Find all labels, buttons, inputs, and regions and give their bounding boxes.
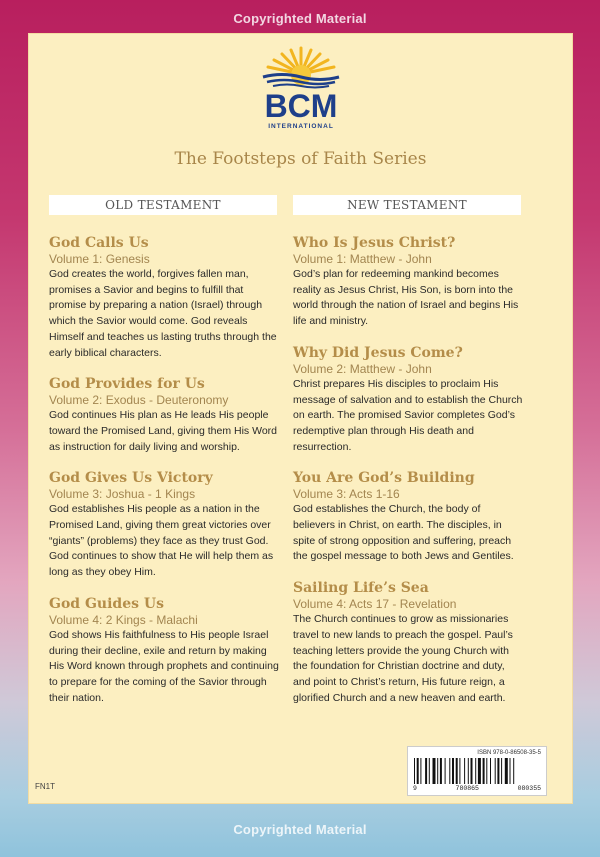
section-title: Who Is Jesus Christ? — [293, 235, 456, 251]
section-description: God shows His faithfulness to His people Israel during their decline, exile and return by making His Word known through prophets and continuing to prepare for the coming of the Savior through their nation. — [49, 628, 279, 704]
section-title: God Calls Us — [49, 235, 149, 251]
barcode-icon — [413, 758, 541, 784]
section-description: God’s plan for redeeming mankind becomes reality as Jesus Christ, His Son, is born into the world through the nation of Israel and begins His life and ministry. — [293, 268, 519, 328]
section-title: Sailing Life’s Sea — [293, 580, 429, 597]
nt-volume-1 — [293, 234, 525, 330]
ot-volume-2 — [49, 375, 281, 455]
section-volume: Volume 4: Acts 17 - Revelation — [293, 597, 457, 612]
section-volume: Volume 1: Matthew - John — [293, 252, 432, 266]
barcode-digits — [413, 785, 541, 792]
isbn-number: ISBN 978-0-86508-35-5 — [477, 750, 541, 756]
section-description: God continues His plan as He leads His people toward the Promised Land, giving them His Word as instruction for daily living and worship. — [49, 409, 277, 453]
watermark-bottom: Copyrighted Material — [233, 822, 367, 837]
section-description: The Church continues to grow as missionaries travel to new lands to preach the gospel. Paul’s teaching letters provide the young Church with the foundation for Christian doctrine and duty, and point to Christ’s return, His future reign, a glorified Church and a new heaven and earth. — [293, 613, 513, 704]
section-title: You Are God’s Building — [293, 470, 475, 487]
ot-volume-3 — [49, 469, 281, 581]
section-description: God establishes His people as a nation in the Promised Land, giving them great victories over “giants” (problems) they face as they trust God. God continues to show that He will help them as long as they obey Him. — [49, 503, 274, 579]
section-description: God establishes the Church, the body of believers in Christ, on earth. The disciples, in spite of strong opposition and suffering, preach the gospel message to both Jews and Gentiles. — [293, 503, 514, 563]
new-testament-heading: NEW TESTAMENT — [293, 195, 521, 215]
old-testament-heading: OLD TESTAMENT — [49, 195, 277, 215]
ot-volume-4 — [49, 595, 281, 707]
sunrise-logo-icon — [255, 44, 347, 132]
barcode-digit-group-2: 080355 — [517, 785, 541, 792]
section-volume: Volume 1: Genesis — [49, 252, 150, 266]
series-title: The Footsteps of Faith Series — [174, 149, 427, 169]
isbn-barcode — [407, 746, 547, 796]
section-volume: Volume 3: Joshua - 1 Kings — [49, 487, 196, 502]
section-description: Christ prepares His disciples to proclaim His message of salvation and to establish the Church on earth. The promised Savior completes God’s redemptive plan through His death and resurrection. — [293, 377, 523, 453]
ot-volume-1 — [49, 234, 281, 361]
section-title: God Gives Us Victory — [49, 470, 213, 487]
logo-subtitle: INTERNATIONAL — [267, 123, 334, 130]
section-title: God Guides Us — [49, 595, 164, 612]
new-testament-column — [293, 234, 525, 720]
section-volume: Volume 2: Matthew - John — [293, 361, 432, 376]
watermark-top: Copyrighted Material — [233, 11, 367, 26]
back-cover-panel — [28, 33, 573, 804]
nt-volume-2 — [293, 344, 525, 456]
section-title: Why Did Jesus Come? — [293, 344, 463, 361]
section-title: God Provides for Us — [49, 376, 205, 393]
logo-wordmark: BCM — [264, 88, 337, 124]
barcode-digit-lead: 9 — [413, 785, 417, 792]
section-volume: Volume 3: Acts 1-16 — [293, 487, 400, 502]
bcm-logo — [29, 44, 572, 132]
old-testament-column — [49, 234, 281, 720]
section-volume: Volume 4: 2 Kings - Malachi — [49, 612, 198, 627]
product-code: FN1T — [35, 782, 55, 791]
section-description: God creates the world, forgives fallen man, promises a Savior and begins to fulfill that promise by preparing a nation (Israel) through which the Savior would come. God reveals Himself and teaches us lasting truths through the early biblical characters. — [49, 268, 277, 359]
barcode-digit-group-1: 780865 — [455, 785, 479, 792]
nt-volume-4 — [293, 579, 525, 706]
section-volume: Volume 2: Exodus - Deuteronomy — [49, 393, 229, 408]
nt-volume-3 — [293, 469, 525, 565]
